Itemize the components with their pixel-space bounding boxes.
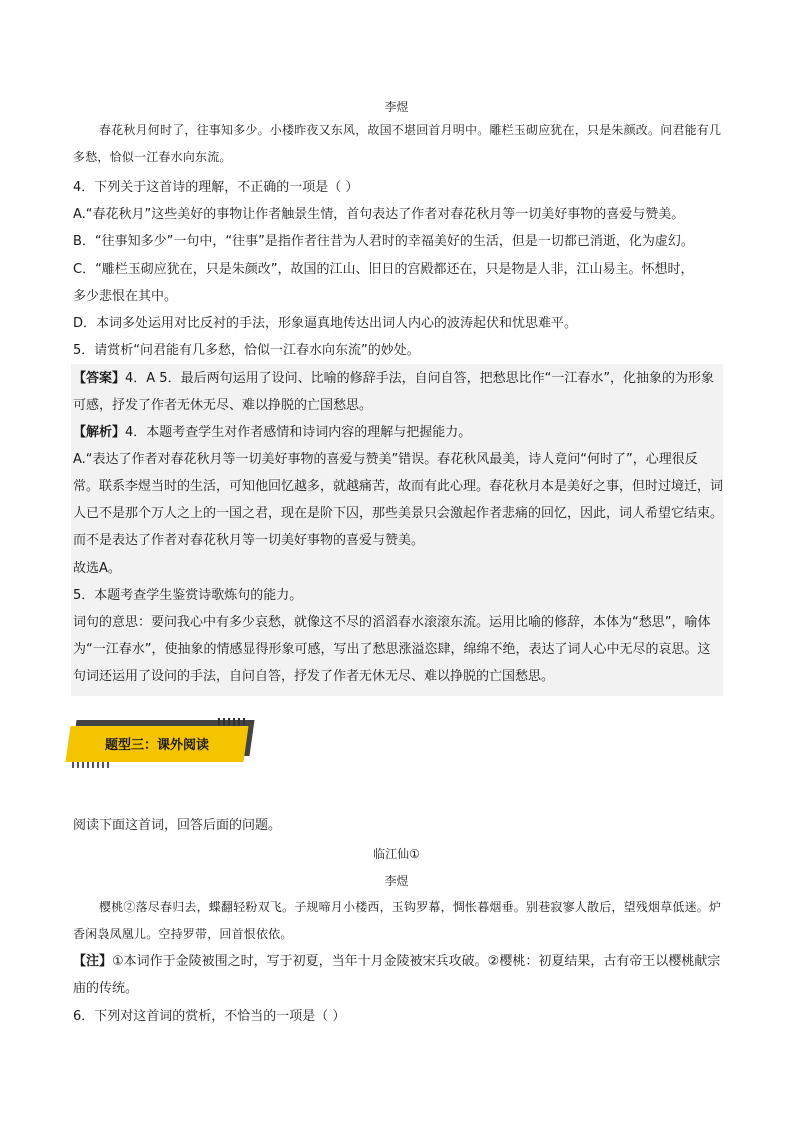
analysis-p4: 词句的意思：要问我心中有多少哀愁，就像这不尽的滔滔春水滚滚东流。运用比喻的修辞，本体为“愁思”，喻体为“一江春水”，使抽象的情感显得形象可感，写出了愁思涨溢恣肆，绵绵不绝，表达了词人心中无尽的哀思。这句词还运用了设问的手法，自问自答，抒发了作者无休无尽、难以挣脱的亡国愁思。 <box>73 615 711 684</box>
note-text: ①本词作于金陵被围之时，写于初夏，当年十月金陵被宋兵攻破。②樱桃：初夏结果，古有帝王以樱桃献宗庙的传统。 <box>73 954 721 996</box>
q6-stem: 6．下列对这首词的赏析，不恰当的一项是（ ） <box>73 1009 346 1024</box>
q5-stem: 5．请赏析“问君能有几多愁，恰似一江春水向东流”的妙处。 <box>73 343 420 358</box>
q4-option-c: C．“雕栏玉砌应犹在，只是朱颜改”，故国的江山、旧日的宫殿都还在，只是物是人非，江山易主。怀想时， <box>73 262 694 277</box>
section-banner <box>68 718 253 768</box>
q4-option-c-cont: 多少悲恨在其中。 <box>73 289 178 304</box>
q4-option-a: A.“春花秋月”这些美好的事物让作者触景生情，首句表达了作者对春花秋月等一切美好事物的喜爱与赞美。 <box>73 207 685 222</box>
note-tag: 【注】 <box>73 954 113 969</box>
q4-option-d: D．本词多处运用对比反衬的手法，形象逼真地传达出词人内心的波涛起伏和忧思难平。 <box>73 316 578 331</box>
reading-note <box>73 948 723 1002</box>
answer-text: 4．A 5．最后两句运用了设问、比喻的修辞手法，自问自答，把愁思比作“一江春水”，化抽象的为形象可感，抒发了作者无休无尽、难以挣脱的亡国愁思。 <box>73 371 715 413</box>
poem1-author: 李煜 <box>384 100 409 114</box>
reading-poem-text: 樱桃②落尽春归去，蝶翻轻粉双飞。子规啼月小楼西，玉钩罗幕，惆怅暮烟垂。别巷寂寥人散后，望残烟草低迷。炉香闲袅凤凰儿。空持罗带，回首恨依依。 <box>73 900 722 941</box>
reading-author: 李煜 <box>384 874 409 888</box>
q4-option-b: B．“往事知多少”一句中，“往事”是指作者往昔为人君时的幸福美好的生活，但是一切都已消逝，化为虚幻。 <box>73 234 694 249</box>
answer-paragraph <box>73 365 723 419</box>
reading-title: 临江仙① <box>373 847 420 861</box>
banner-dots-icon-2 <box>72 762 112 768</box>
section-title: 题型三：课外阅读 <box>104 738 209 753</box>
poem1-text: 春花秋月何时了，往事知多少。小楼昨夜又东风，故国不堪回首月明中。雕栏玉砌应犹在，只是朱颜改。问君能有几多愁，恰似一江春水向东流。 <box>73 123 722 164</box>
answer-tag: 【答案】 <box>73 371 126 386</box>
banner-dots-icon <box>218 718 248 726</box>
analysis-paragraph <box>73 419 723 446</box>
reading-instruction: 阅读下面这首词，回答后面的问题。 <box>73 818 282 833</box>
analysis-first: 4．本题考查学生对作者感情和诗词内容的理解与把握能力。 <box>125 425 472 440</box>
analysis-tag: 【解析】 <box>73 425 126 440</box>
analysis-p3: 5．本题考查学生鉴赏诗歌炼句的能力。 <box>73 588 303 603</box>
analysis-p1: A.“表达了作者对春花秋月等一切美好事物的喜爱与赞美”错误。春花秋风最美，诗人竟问“何时了”，心理很反常。联系李煜当时的生活，可知他回忆越多，就越痛苦，故而有此心理。春花秋月本是美好之事，但时过境迁，词人已不是那个万人之上的一国之君，现在是阶下囚，那些美景只会激起作者悲痛的回忆，因此，词人希望它结束。而不是表达了作者对春花秋月等一切美好事物的喜爱与赞美。 <box>73 452 724 548</box>
q4-stem: 4．下列关于这首诗的理解，不正确的一项是（ ） <box>73 180 359 195</box>
analysis-p2: 故选A。 <box>73 561 121 576</box>
